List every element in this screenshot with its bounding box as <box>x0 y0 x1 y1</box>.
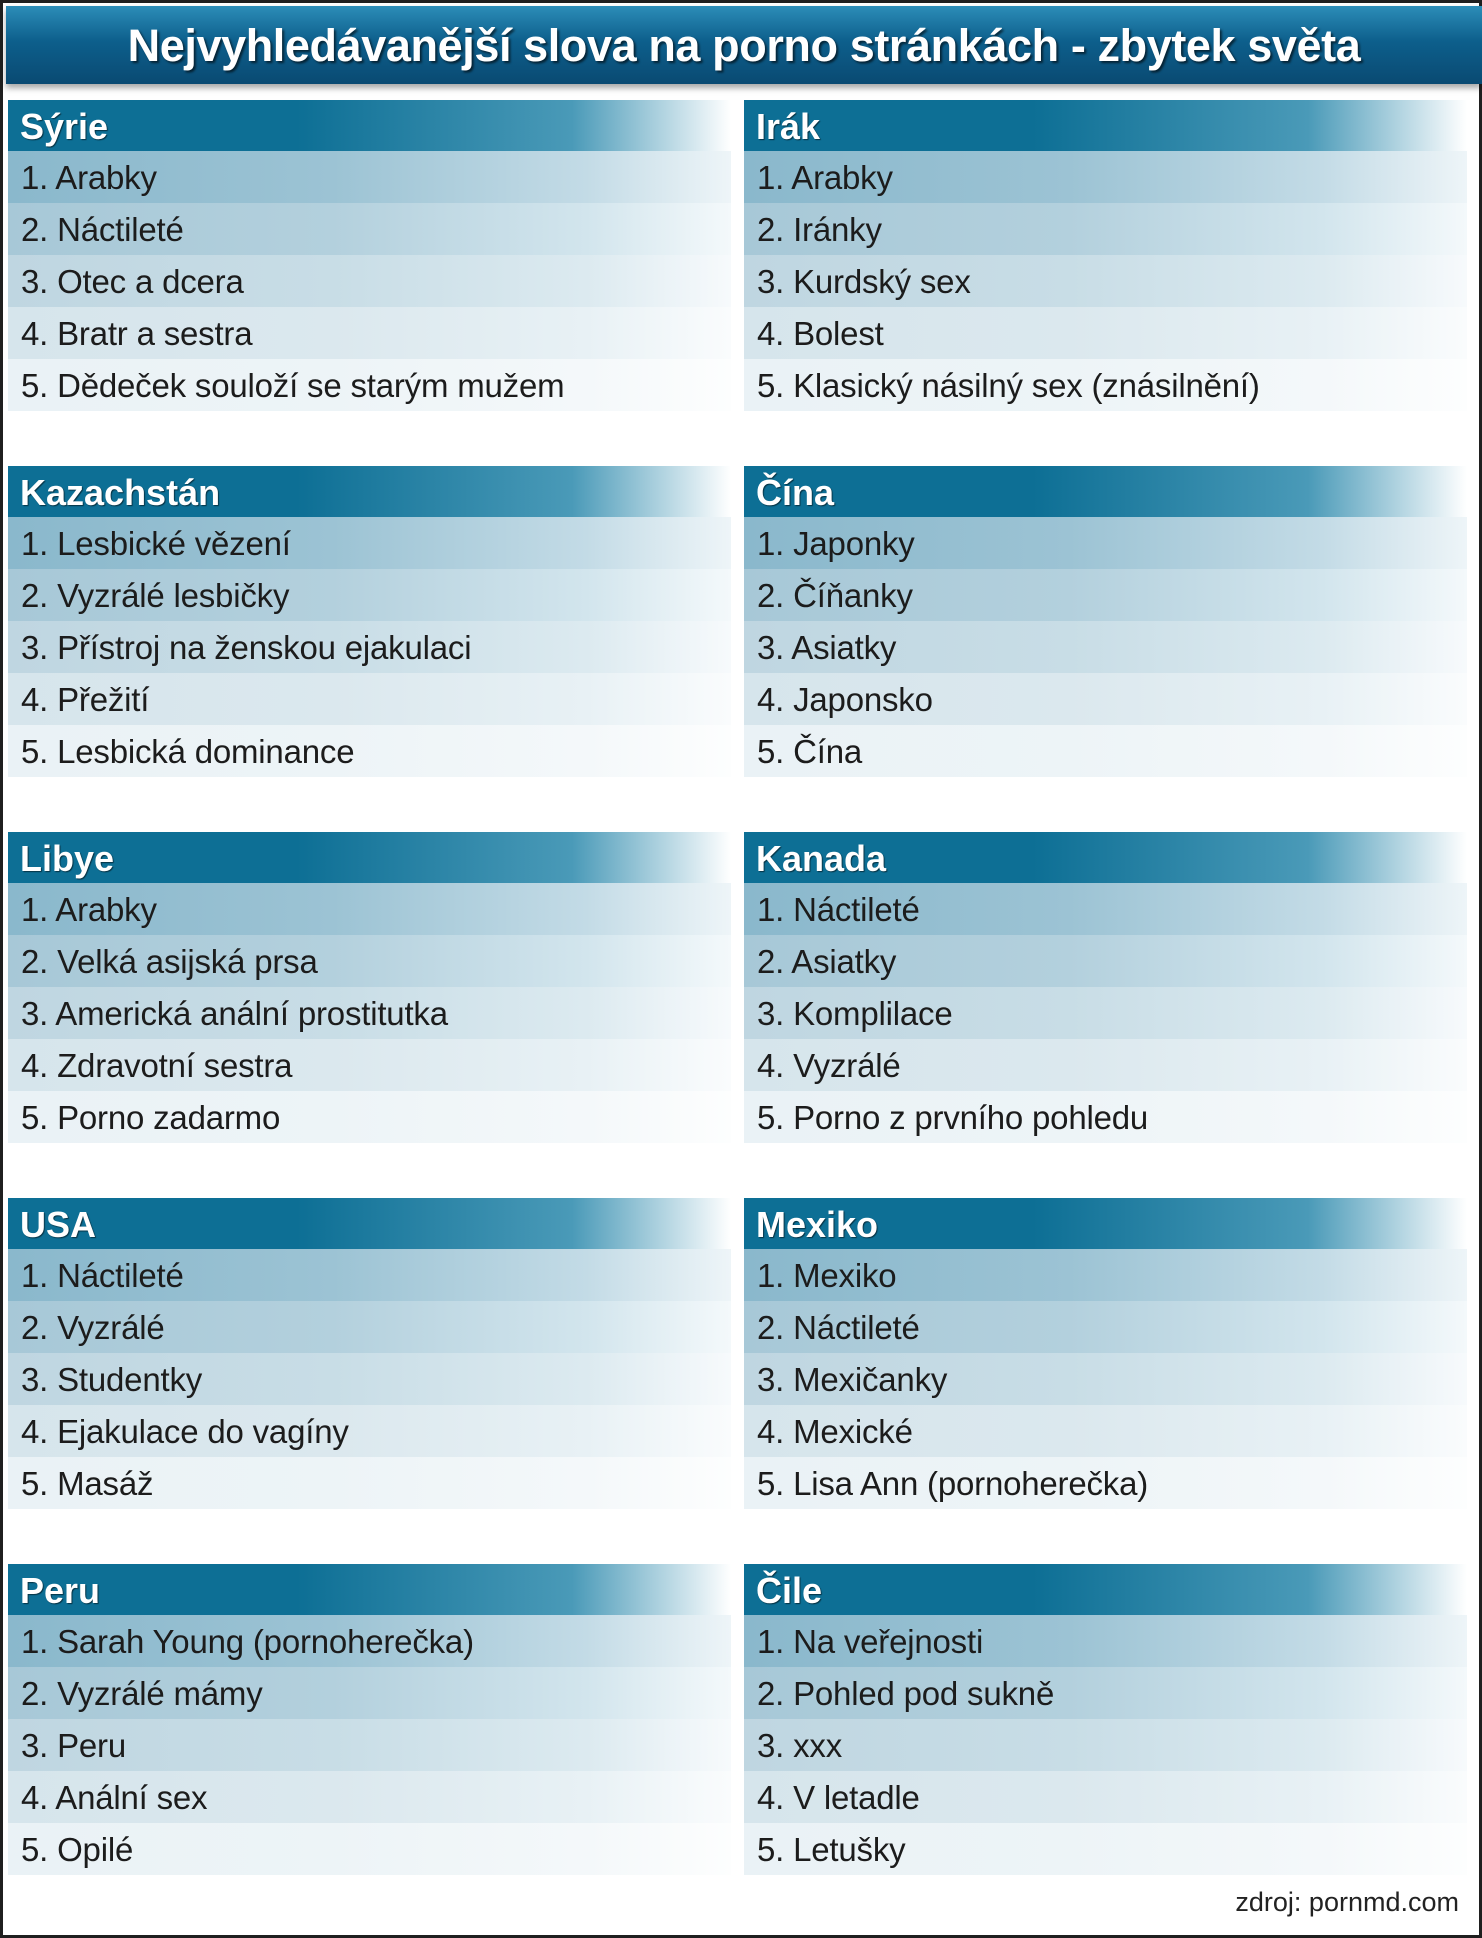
list-item <box>8 621 731 673</box>
list-item <box>744 1615 1467 1667</box>
country-name: Libye <box>20 838 115 879</box>
section-header <box>8 1564 731 1615</box>
country-name: USA <box>20 1204 97 1245</box>
search-term: 1. Mexiko <box>757 1257 897 1294</box>
page-title: Nejvyhledávanější slova na porno stránkách - zbytek světa <box>127 20 1361 71</box>
search-term: 4. Ejakulace do vagíny <box>21 1413 349 1450</box>
search-term: 4. Přežití <box>21 681 150 718</box>
list-item <box>8 1353 731 1405</box>
section-header <box>8 466 731 517</box>
search-term: 4. Bolest <box>757 315 884 352</box>
source-credit: zdroj: pornmd.com <box>1235 1887 1459 1917</box>
list-item <box>744 1249 1467 1301</box>
search-term: 5. Porno z prvního pohledu <box>757 1099 1149 1136</box>
section-header <box>8 100 731 151</box>
search-term: 4. Zdravotní sestra <box>21 1047 293 1084</box>
list-item <box>744 883 1467 935</box>
search-term: 3. Kurdský sex <box>757 263 971 300</box>
list-item <box>8 1823 731 1875</box>
search-term: 5. Masáž <box>21 1465 154 1502</box>
search-term: 2. Vyzrálé mámy <box>21 1675 263 1712</box>
list-item <box>8 1091 731 1143</box>
search-term: 4. Mexické <box>757 1413 913 1450</box>
title-bar <box>6 6 1482 84</box>
section-header <box>8 832 731 883</box>
search-term: 3. Otec a dcera <box>21 263 244 300</box>
list-item <box>8 1719 731 1771</box>
search-term: 1. Arabky <box>21 159 157 196</box>
list-item <box>8 725 731 777</box>
list-item <box>744 621 1467 673</box>
list-item <box>744 1771 1467 1823</box>
country-name: Sýrie <box>20 106 109 147</box>
list-item <box>8 935 731 987</box>
search-term: 1. Náctileté <box>757 891 920 928</box>
search-term: 2. Vyzrálé lesbičky <box>21 577 290 614</box>
country-name: Peru <box>20 1570 101 1611</box>
list-item <box>744 1405 1467 1457</box>
list-item <box>744 1719 1467 1771</box>
search-term: 3. Asiatky <box>757 629 897 666</box>
section-header <box>744 1198 1467 1249</box>
list-item <box>8 1039 731 1091</box>
search-term: 3. Komplilace <box>757 995 953 1032</box>
search-term: 1. Arabky <box>757 159 893 196</box>
list-item <box>8 203 731 255</box>
search-term: 2. Asiatky <box>757 943 897 980</box>
search-term: 4. Anální sex <box>21 1779 208 1816</box>
list-item <box>8 255 731 307</box>
country-name: Mexiko <box>756 1204 879 1245</box>
search-term: 1. Japonky <box>757 525 915 562</box>
country-section-syria <box>8 100 731 411</box>
search-term: 4. V letadle <box>757 1779 920 1816</box>
list-item <box>744 1091 1467 1143</box>
search-term: 5. Dědeček souloží se starým mužem <box>21 367 565 404</box>
section-header <box>744 466 1467 517</box>
list-item <box>8 517 731 569</box>
list-item <box>744 1457 1467 1509</box>
list-item <box>744 517 1467 569</box>
search-term: 2. Číňanky <box>757 577 913 614</box>
list-item <box>8 987 731 1039</box>
list-item <box>744 987 1467 1039</box>
search-term: 3. xxx <box>757 1727 842 1764</box>
country-section-kazakhstan <box>8 466 731 777</box>
country-section-mexico <box>744 1198 1467 1509</box>
country-name: Čína <box>756 472 835 513</box>
search-term: 4. Japonsko <box>757 681 933 718</box>
search-term: 2. Náctileté <box>21 211 184 248</box>
search-term: 5. Klasický násilný sex (znásilnění) <box>757 367 1260 404</box>
search-term: 3. Peru <box>21 1727 126 1764</box>
list-item <box>8 1301 731 1353</box>
section-header <box>744 100 1467 151</box>
list-item <box>744 1823 1467 1875</box>
country-section-usa <box>8 1198 731 1509</box>
search-term: 4. Vyzrálé <box>757 1047 901 1084</box>
list-item <box>8 1615 731 1667</box>
search-term: 5. Čína <box>757 733 862 770</box>
country-name: Kazachstán <box>20 472 221 513</box>
search-term: 2. Pohled pod sukně <box>757 1675 1055 1712</box>
country-section-chile <box>744 1564 1467 1875</box>
list-item <box>744 725 1467 777</box>
list-item <box>8 1667 731 1719</box>
search-term: 5. Lisa Ann (pornoherečka) <box>757 1465 1149 1502</box>
search-term: 2. Velká asijská prsa <box>21 943 318 980</box>
section-header <box>744 832 1467 883</box>
list-item <box>8 1457 731 1509</box>
country-name: Čile <box>756 1570 823 1611</box>
search-term: 5. Porno zadarmo <box>21 1099 281 1136</box>
list-item <box>744 569 1467 621</box>
search-term: 2. Iránky <box>757 211 882 248</box>
search-term: 3. Přístroj na ženskou ejakulaci <box>21 629 472 666</box>
search-term: 3. Americká anální prostitutka <box>21 995 448 1032</box>
search-term: 4. Bratr a sestra <box>21 315 253 352</box>
list-item <box>744 359 1467 411</box>
search-term: 5. Letušky <box>757 1831 906 1868</box>
list-item <box>744 203 1467 255</box>
list-item <box>744 1301 1467 1353</box>
list-item <box>744 307 1467 359</box>
country-section-iraq <box>744 100 1467 411</box>
search-term: 3. Mexičanky <box>757 1361 948 1398</box>
search-term: 5. Lesbická dominance <box>21 733 355 770</box>
list-item <box>744 255 1467 307</box>
country-section-canada <box>744 832 1467 1143</box>
list-item <box>744 673 1467 725</box>
country-name: Kanada <box>756 838 887 879</box>
country-section-china <box>744 466 1467 777</box>
list-item <box>8 569 731 621</box>
list-item <box>8 307 731 359</box>
search-term: 2. Náctileté <box>757 1309 920 1346</box>
list-item <box>8 1405 731 1457</box>
search-term: 1. Náctileté <box>21 1257 184 1294</box>
section-header <box>8 1198 731 1249</box>
list-item <box>744 1667 1467 1719</box>
list-item <box>8 1771 731 1823</box>
country-section-peru <box>8 1564 731 1875</box>
search-term: 5. Opilé <box>21 1831 134 1868</box>
country-name: Irák <box>756 106 821 147</box>
list-item <box>8 883 731 935</box>
list-item <box>744 935 1467 987</box>
country-section-libya <box>8 832 731 1143</box>
search-term: 1. Na veřejnosti <box>757 1623 984 1660</box>
list-item <box>744 1039 1467 1091</box>
list-item <box>8 673 731 725</box>
search-term: 1. Sarah Young (pornoherečka) <box>21 1623 474 1660</box>
list-item <box>8 359 731 411</box>
search-term: 1. Arabky <box>21 891 157 928</box>
list-item <box>8 151 731 203</box>
search-term: 3. Studentky <box>21 1361 203 1398</box>
section-header <box>744 1564 1467 1615</box>
list-item <box>744 151 1467 203</box>
list-item <box>8 1249 731 1301</box>
search-term: 1. Lesbické vězení <box>21 525 291 562</box>
list-item <box>744 1353 1467 1405</box>
search-term: 2. Vyzrálé <box>21 1309 165 1346</box>
